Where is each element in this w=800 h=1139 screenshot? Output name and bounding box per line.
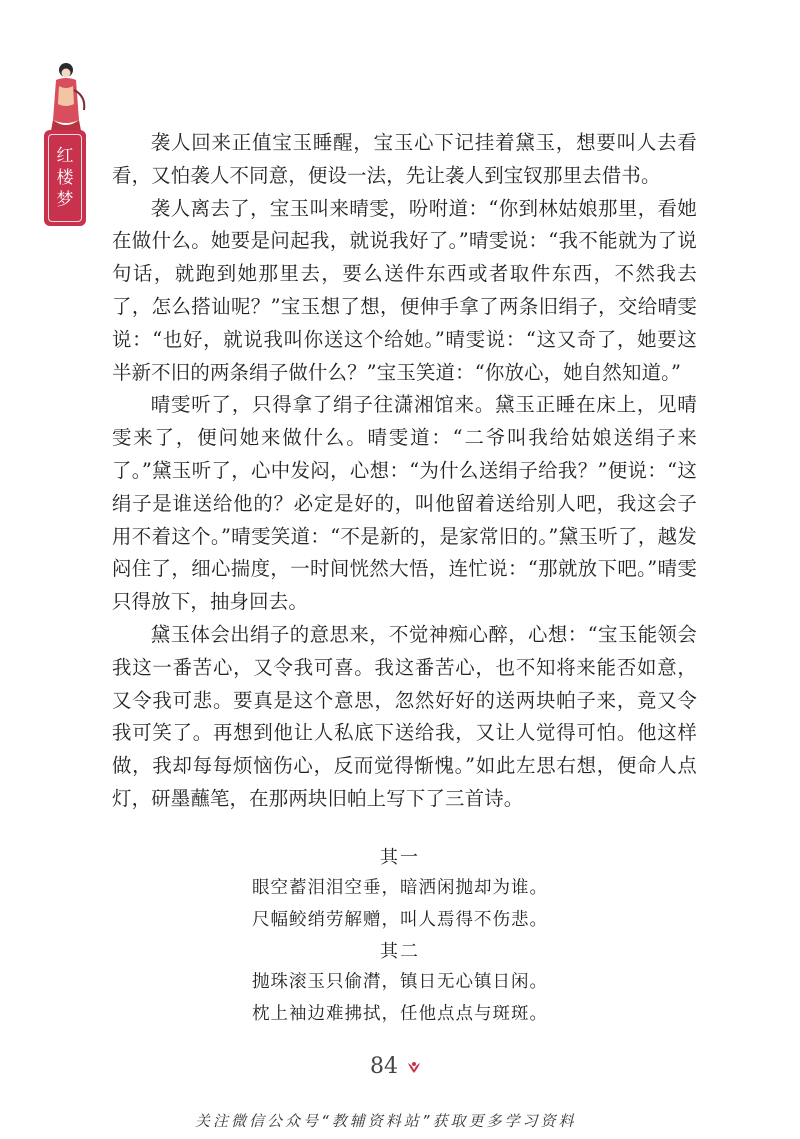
poem-line: 眼空蓄泪泪空垂，暗洒闲抛却为谁。 bbox=[252, 878, 548, 898]
page-number: 84 bbox=[370, 1054, 398, 1079]
poem-title: 其一 bbox=[380, 847, 420, 868]
poem-line: 枕上袖边难拂拭，任他点点与斑斑。 bbox=[252, 1004, 548, 1024]
body-text bbox=[112, 127, 697, 816]
lady-figure-icon bbox=[44, 60, 90, 138]
paragraph: 晴雯听了，只得拿了绢子往潇湘馆来。黛玉正睡在床上，见晴雯来了，便问她来做什么。晴雯道：“二爷叫我给姑娘送绢子来了。”黛玉听了，心中发闷，心想：“为什么送绢子给我？”便说：“这绢子是谁送给他的？必定是好的，叫他留着送给别人吧，我这会子用不着这个。”晴雯笑道：“不是新的，是家常旧的。”黛玉听了，越发闷住了，细心揣度，一时间恍然大悟，连忙说：“那就放下吧。”晴雯只得放下，抽身回去。 bbox=[112, 393, 697, 614]
paragraph: 袭人回来正值宝玉睡醒，宝玉心下记挂着黛玉，想要叫人去看看，又怕袭人不同意，便设一法，先让袭人到宝钗那里去借书。 bbox=[112, 131, 697, 187]
page-footer bbox=[370, 1054, 422, 1079]
paragraph: 袭人离去了，宝玉叫来晴雯，吩咐道：“你到林姑娘那里，看她在做什么。她要是问起我，就说我好了。”晴雯说：“我不能就为了说句话，就跑到她那里去，要么送件东西或者取件东西，不然我去了，怎么搭讪呢？”宝玉想了想，便伸手拿了两条旧绢子，交给晴雯说：“也好，就说我叫你送这个给她。”晴雯说：“这又奇了，她要这半新不旧的两条绢子做什么？”宝玉笑道：“你放心，她自然知道。” bbox=[112, 196, 697, 384]
book-title-char: 梦 bbox=[56, 190, 74, 210]
book-title-tab bbox=[44, 130, 86, 226]
plum-blossom-icon bbox=[406, 1060, 422, 1074]
poem-section bbox=[200, 843, 600, 1031]
book-title-char: 红 bbox=[56, 146, 74, 166]
poem-line: 尺幅鲛绡劳解赠，叫人焉得不伤悲。 bbox=[252, 910, 548, 930]
book-title-char: 楼 bbox=[56, 168, 74, 188]
poem-line: 抛珠滚玉只偷潸，镇日无心镇日闲。 bbox=[252, 972, 548, 992]
poem-title: 其二 bbox=[380, 941, 420, 962]
paragraph: 黛玉体会出绢子的意思来，不觉神痴心醉，心想：“宝玉能领会我这一番苦心，又令我可喜。我这番苦心，也不知将来能否如意，又令我可悲。要真是这个意思，忽然好好的送两块帕子来，竟又令我可笑了。再想到他让人私底下送给我，又让人觉得可怕。他这样做，我却每每烦恼伤心，反而觉得惭愧。”如此左思右想，便命人点灯，研墨蘸笔，在那两块旧帕上写下了三首诗。 bbox=[112, 622, 697, 810]
footer-note: 关注微信公众号“教辅资料站”获取更多学习资料 bbox=[195, 1112, 577, 1130]
